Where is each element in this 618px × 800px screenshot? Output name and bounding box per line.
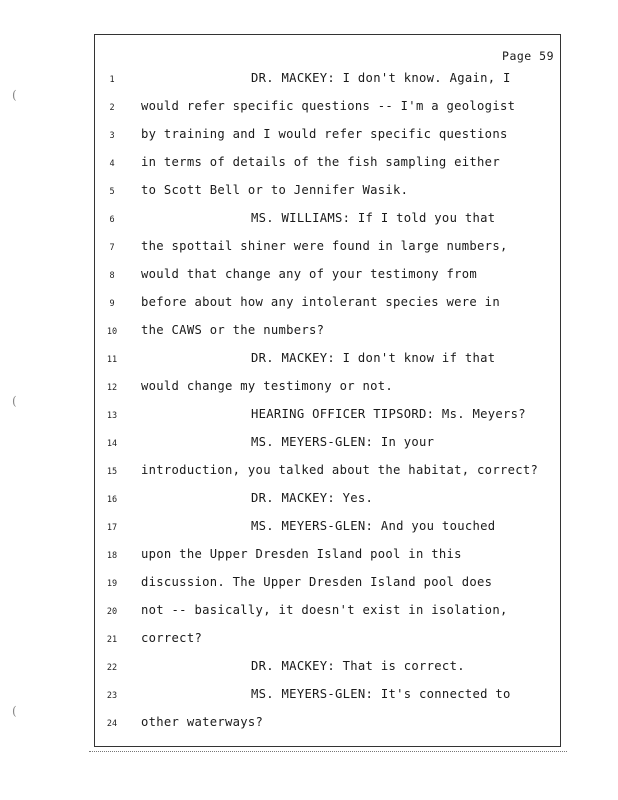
- line-text: correct?: [141, 631, 203, 645]
- transcript-line: [95, 295, 560, 315]
- transcript-line: [95, 323, 560, 343]
- line-text: MS. MEYERS-GLEN: In your: [251, 435, 435, 449]
- transcript-line: [95, 239, 560, 259]
- line-text: DR. MACKEY: I don't know if that: [251, 351, 496, 365]
- line-text: MS. WILLIAMS: If I told you that: [251, 211, 496, 225]
- line-text: the CAWS or the numbers?: [141, 323, 325, 337]
- line-text: introduction, you talked about the habitat, correct?: [141, 463, 539, 477]
- transcript-line: [95, 379, 560, 399]
- line-number: 3: [109, 131, 115, 141]
- line-number: 15: [106, 467, 118, 477]
- line-text: in terms of details of the fish sampling either: [141, 155, 500, 169]
- transcript-line: [95, 351, 560, 371]
- transcript-line: [95, 155, 560, 175]
- line-number: 24: [106, 719, 118, 729]
- line-number: 10: [106, 327, 118, 337]
- line-number: 17: [106, 523, 118, 533]
- line-text: not -- basically, it doesn't exist in isolation,: [141, 603, 508, 617]
- line-number: 2: [109, 103, 115, 113]
- line-number: 11: [106, 355, 118, 365]
- transcript-line: [95, 491, 560, 511]
- transcript-line: [95, 631, 560, 651]
- transcript-line: [95, 435, 560, 455]
- line-number: 14: [106, 439, 118, 449]
- line-number: 18: [106, 551, 118, 561]
- transcript-line: [95, 71, 560, 91]
- page-number: Page 59: [502, 49, 554, 63]
- line-number: 22: [106, 663, 118, 673]
- line-text: DR. MACKEY: That is correct.: [251, 659, 465, 673]
- transcript-line: [95, 267, 560, 287]
- line-text: by training and I would refer specific questions: [141, 127, 508, 141]
- transcript-page: [94, 34, 561, 747]
- line-number: 19: [106, 579, 118, 589]
- margin-bracket-mark: (: [12, 704, 17, 718]
- line-text: other waterways?: [141, 715, 264, 729]
- line-number: 8: [109, 271, 115, 281]
- line-text: would that change any of your testimony from: [141, 267, 478, 281]
- line-text: before about how any intolerant species were in: [141, 295, 500, 309]
- transcript-line: [95, 603, 560, 623]
- line-number: 4: [109, 159, 115, 169]
- margin-bracket-mark: (: [12, 88, 17, 102]
- line-text: would refer specific questions -- I'm a geologist: [141, 99, 516, 113]
- transcript-line: [95, 687, 560, 707]
- transcript-line: [95, 463, 560, 483]
- line-text: MS. MEYERS-GLEN: And you touched: [251, 519, 496, 533]
- transcript-line: [95, 519, 560, 539]
- transcript-line: [95, 407, 560, 427]
- line-text: to Scott Bell or to Jennifer Wasik.: [141, 183, 409, 197]
- transcript-line: [95, 99, 560, 119]
- line-text: would change my testimony or not.: [141, 379, 394, 393]
- line-text: DR. MACKEY: Yes.: [251, 491, 374, 505]
- line-number: 23: [106, 691, 118, 701]
- line-number: 20: [106, 607, 118, 617]
- transcript-line: [95, 659, 560, 679]
- line-text: HEARING OFFICER TIPSORD: Ms. Meyers?: [251, 407, 526, 421]
- line-text: the spottail shiner were found in large numbers,: [141, 239, 508, 253]
- line-number: 16: [106, 495, 118, 505]
- line-number: 21: [106, 635, 118, 645]
- line-text: upon the Upper Dresden Island pool in this: [141, 547, 462, 561]
- line-text: DR. MACKEY: I don't know. Again, I: [251, 71, 511, 85]
- transcript-line: [95, 127, 560, 147]
- transcript-line: [95, 715, 560, 735]
- line-number: 7: [109, 243, 115, 253]
- transcript-line: [95, 211, 560, 231]
- line-text: MS. MEYERS-GLEN: It's connected to: [251, 687, 511, 701]
- line-number: 12: [106, 383, 118, 393]
- transcript-line: [95, 183, 560, 203]
- line-number: 9: [109, 299, 115, 309]
- line-number: 5: [109, 187, 115, 197]
- line-number: 1: [109, 75, 115, 85]
- transcript-line: [95, 575, 560, 595]
- line-number: 13: [106, 411, 118, 421]
- transcript-line: [95, 547, 560, 567]
- line-text: discussion. The Upper Dresden Island pool does: [141, 575, 493, 589]
- line-number: 6: [109, 215, 115, 225]
- margin-bracket-mark: (: [12, 394, 17, 408]
